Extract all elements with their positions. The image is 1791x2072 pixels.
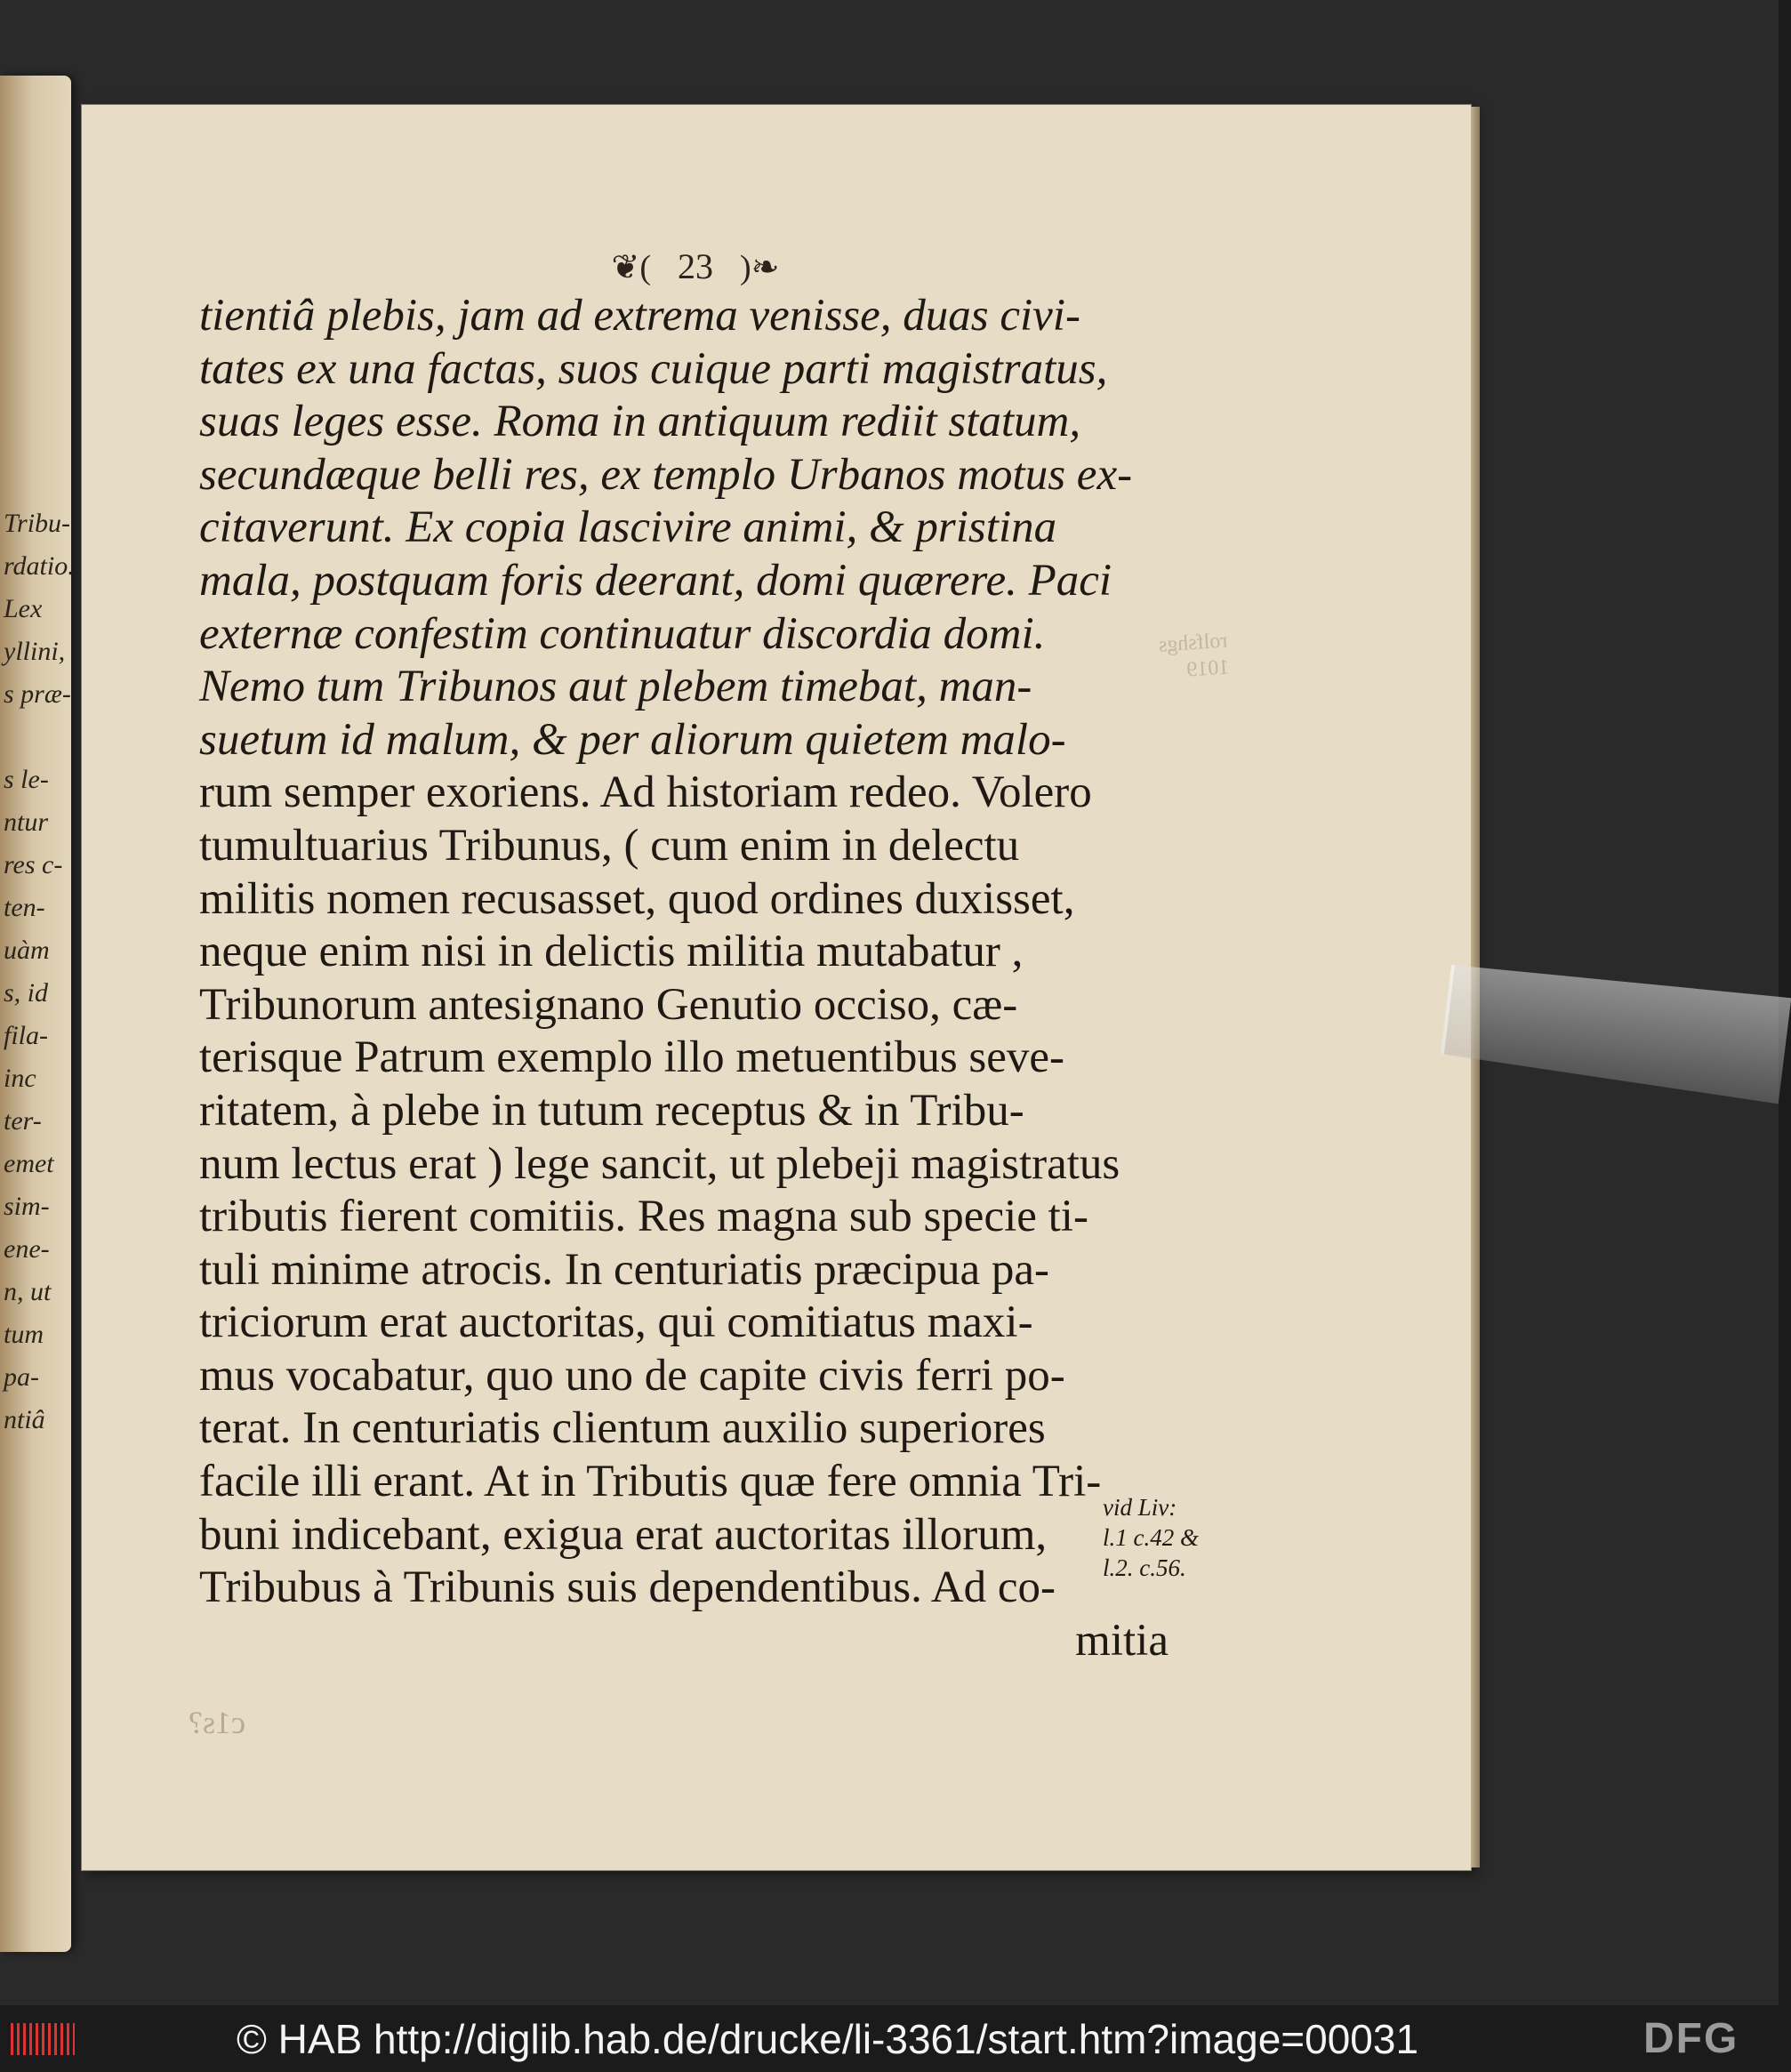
show-through-mark: rolfshgs 1019 bbox=[1158, 629, 1231, 682]
text-line: suas leges esse. Roma in antiquum rediit statum, bbox=[199, 397, 1081, 447]
marginal-note bbox=[1103, 1492, 1254, 1583]
previous-page-fragment: s le- bbox=[4, 765, 49, 794]
previous-page-fragment: sim- bbox=[4, 1192, 50, 1221]
text-line: secundæque belli res, ex templo Urbanos motus ex- bbox=[199, 449, 1133, 500]
page-number: 23 bbox=[678, 246, 713, 286]
previous-page-fragment bbox=[4, 716, 55, 759]
dfg-logo: DFG bbox=[1643, 2015, 1739, 2062]
text-line: Tribunorum antesignano Genutio occiso, cæ- bbox=[199, 979, 1018, 1030]
previous-page-fragment: res c- bbox=[4, 850, 63, 879]
text-line: mala, postquam foris deerant, domi quærere. Paci bbox=[199, 555, 1112, 606]
copyright-url[interactable]: © HAB http://diglib.hab.de/drucke/li-3361/start.htm?image=00031 bbox=[237, 2016, 1419, 2062]
text-line: tumultuarius Tribunus, ( cum enim in delectu bbox=[199, 820, 1020, 871]
barcode-icon bbox=[11, 2023, 75, 2055]
previous-page-edge bbox=[0, 76, 75, 1952]
text-line: Nemo tum Tribunos aut plebem timebat, man- bbox=[199, 662, 1032, 712]
body-text bbox=[199, 290, 1177, 1667]
text-line: Tribubus à Tribunis suis dependentibus. Ad co- bbox=[199, 1562, 1056, 1613]
previous-page-fragment: s, id bbox=[4, 978, 49, 1008]
text-line: rum semper exoriens. Ad historiam redeo. Volero bbox=[199, 767, 1092, 818]
page-clamp bbox=[1440, 956, 1791, 1104]
previous-page-fragment: inc bbox=[4, 1064, 36, 1093]
text-line: num lectus erat ) lege sancit, ut plebeji magistratus bbox=[199, 1138, 1120, 1189]
previous-page-fragment: ten- bbox=[4, 893, 45, 922]
text-line: tates ex una factas, suos cuique parti magistratus, bbox=[199, 343, 1108, 394]
previous-page-fragment: emet bbox=[4, 1149, 54, 1178]
text-line: suetum id malum, & per aliorum quietem malo- bbox=[199, 714, 1066, 765]
text-line: mus vocabatur, quo uno de capite civis ferri po- bbox=[199, 1350, 1065, 1401]
text-line: terat. In centuriatis clientum auxilio superiores bbox=[199, 1403, 1046, 1454]
text-line: militis nomen recusasset, quod ordines duxisset, bbox=[199, 873, 1075, 924]
previous-page-fragment: n, ut bbox=[4, 1277, 52, 1306]
previous-page-fragment: ene- bbox=[4, 1234, 50, 1264]
marginal-note-line: vid Liv: bbox=[1103, 1494, 1177, 1521]
previous-page-fragment: Tribu- bbox=[4, 509, 71, 538]
previous-page-margin-notes bbox=[4, 502, 75, 1442]
previous-page-fragment: rdatio. bbox=[4, 551, 75, 581]
text-line: ritatem, à plebe in tutum receptus & in Tribu- bbox=[199, 1085, 1024, 1136]
offset-print-mark: c1s? bbox=[189, 1705, 245, 1740]
text-line: buni indicebant, exigua erat auctoritas illorum, bbox=[199, 1509, 1048, 1560]
marginal-note-line: l.2. c.56. bbox=[1103, 1554, 1186, 1581]
previous-page-fragment: s præ- bbox=[4, 679, 71, 709]
running-head bbox=[518, 245, 873, 287]
book-page bbox=[82, 105, 1471, 1870]
previous-page-fragment: ter- bbox=[4, 1106, 42, 1136]
previous-page-fragment: uàm bbox=[4, 936, 50, 965]
text-line: neque enim nisi in delictis militia mutabatur , bbox=[199, 927, 1024, 977]
text-line: tributis fierent comitiis. Res magna sub specie ti- bbox=[199, 1192, 1088, 1242]
previous-page-fragment: pa- bbox=[4, 1362, 39, 1392]
viewer-footer bbox=[0, 2005, 1779, 2072]
text-line: tientiâ plebis, jam ad extrema venisse, duas civi- bbox=[199, 291, 1080, 341]
text-line: terisque Patrum exemplo illo metuentibus seve- bbox=[199, 1032, 1065, 1083]
previous-page-fragment: Lex bbox=[4, 594, 43, 623]
catchword: mitia bbox=[1075, 1615, 1169, 1666]
ornament-right-icon: )❧ bbox=[740, 249, 780, 286]
previous-page-fragment: yllini, bbox=[4, 637, 66, 666]
text-line: citaverunt. Ex copia lascivire animi, & pristina bbox=[199, 502, 1057, 553]
ornament-left-icon: ❦( bbox=[611, 249, 651, 286]
marginal-note-line: l.1 c.42 & bbox=[1103, 1524, 1199, 1551]
text-line: externæ confestim continuatur discordia domi. bbox=[199, 608, 1046, 659]
text-line: facile illi erant. At in Tributis quæ fere omnia Tri- bbox=[199, 1457, 1102, 1507]
previous-page-fragment: ntur bbox=[4, 807, 49, 837]
previous-page-fragment: ntiâ bbox=[4, 1405, 45, 1434]
text-line: triciorum erat auctoritas, qui comitiatus maxi- bbox=[199, 1297, 1033, 1348]
previous-page-fragment: tum bbox=[4, 1320, 44, 1349]
text-line: tuli minime atrocis. In centuriatis præcipua pa- bbox=[199, 1244, 1049, 1295]
previous-page-fragment: fila- bbox=[4, 1021, 48, 1050]
